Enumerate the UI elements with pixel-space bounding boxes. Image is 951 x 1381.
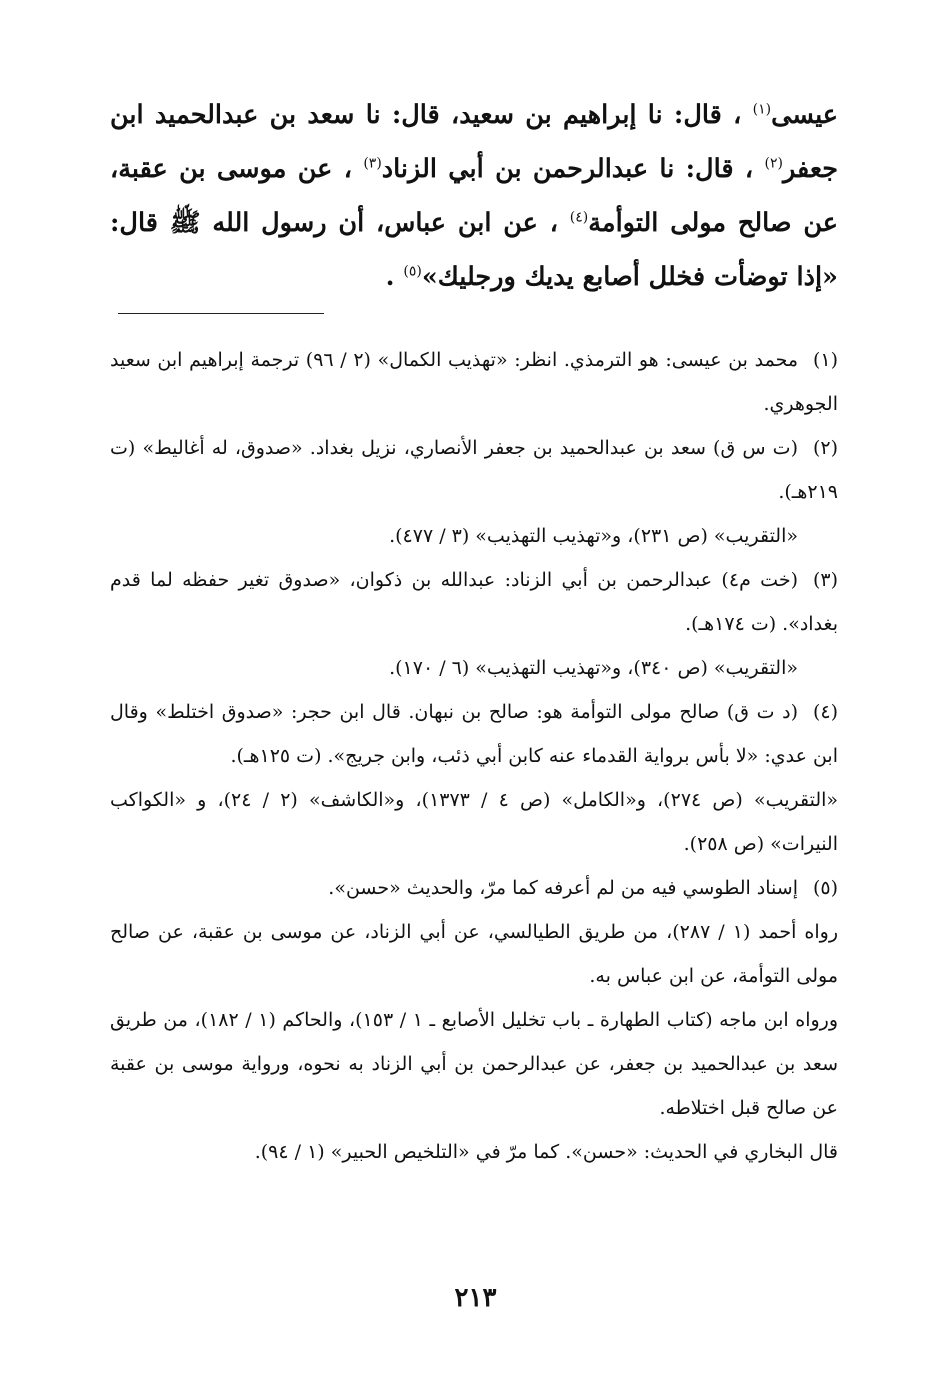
footnotes [110, 338, 838, 1174]
footnote-5-para-1: رواه أحمد (١ / ٢٨٧)، من طريق الطيالسي، عن أبي الزناد، عن موسى بن عقبة، عن صالح مولى التوأمة، عن ابن عباس به. [110, 921, 839, 987]
footnote-ref-4[interactable]: (٤) [569, 209, 589, 226]
footnote-ref-3[interactable]: (٣) [363, 155, 382, 172]
footnote-5-para-3: قال البخاري في الحديث: «حسن». كما مرّ في «التلخيص الحبير» (١ / ٩٤). [254, 1141, 838, 1163]
text-segment: عيسى [771, 100, 838, 130]
footnote-number: (٤) [812, 701, 838, 723]
footnote-text: (ت س ق) سعد بن عبدالحميد بن جعفر الأنصاري، نزيل بغداد. «صدوق، له أغاليط» (ت ٢١٩هـ). [110, 437, 838, 503]
footnote-number: (٢) [812, 437, 838, 459]
footnote-separator [118, 313, 324, 314]
footnote-1 [110, 338, 838, 426]
page-number: ٢١٣ [454, 1283, 497, 1313]
text-segment: ، قال: نا عبدالرحمن بن أبي الزناد [381, 154, 765, 184]
footnote-ref-2[interactable]: (٢) [764, 155, 783, 172]
text-segment: ، عن موسى بن عقبة، عن صالح مولى التوأمة [110, 154, 838, 238]
footnote-number: (١) [812, 349, 839, 371]
text-segment: . [385, 262, 404, 292]
text-segment: ، قال: نا إبراهيم بن سعيد، قال: نا سعد بن عبدالحميد ابن جعفر [110, 100, 838, 184]
footnote-3 [110, 558, 838, 646]
footnote-text: (خت م٤) عبدالرحمن بن أبي الزناد: عبدالله بن ذكوان، «صدوق تغير حفظه لما قدم بغداد». (ت ١٧٤هـ). [110, 569, 838, 635]
footnote-2-sources: «التقريب» (ص ٢٣١)، و«تهذيب التهذيب» (٣ / ٤٧٧). [389, 525, 798, 547]
footnote-ref-1[interactable]: (١) [752, 101, 772, 118]
footnote-4 [110, 690, 838, 778]
footnote-4-sources: «التقريب» (ص ٢٧٤)، و«الكامل» (ص ٤ / ١٣٧٣)، و«الكاشف» (٢ / ٢٤)، و «الكواكب النيرات» (ص ٢٥٨). [110, 789, 839, 855]
footnote-ref-5[interactable]: (٥) [403, 263, 422, 280]
footnote-number: (٣) [812, 569, 838, 591]
footnote-3-sources: «التقريب» (ص ٣٤٠)، و«تهذيب التهذيب» (٦ / ١٧٠). [389, 657, 798, 679]
footnote-2 [110, 426, 838, 514]
footnote-5-para-2: ورواه ابن ماجه (كتاب الطهارة ـ باب تخليل الأصابع ـ ١ / ١٥٣)، والحاكم (١ / ١٨٢)، من طريق سعد بن عبدالحميد بن جعفر، عن عبدالرحمن بن أبي الزناد به نحوه، ورواية موسى بن عقبة عن صالح قبل اختلاطه. [110, 1009, 839, 1119]
hadith-paragraph [110, 88, 838, 304]
footnote-text: إسناد الطوسي فيه من لم أعرفه كما مرّ، والحديث «حسن». [328, 877, 798, 899]
footnote-text: (د ت ق) صالح مولى التوأمة هو: صالح بن نبهان. قال ابن حجر: «صدوق اختلط» وقال ابن عدي: «لا بأس برواية القدماء عنه كابن أبي ذئب، وابن جريج». (ت ١٢٥هـ). [110, 701, 838, 767]
text-segment: ، عن ابن عباس، أن رسول الله ﷺ قال: «إذا توضأت فخلل أصابع يديك ورجليك» [110, 208, 838, 292]
footnote-number: (٥) [812, 877, 838, 899]
main-text-block [110, 88, 838, 304]
footnote-5 [110, 866, 838, 910]
footnote-text: محمد بن عيسى: هو الترمذي. انظر: «تهذيب الكمال» (٢ / ٩٦) ترجمة إبراهيم ابن سعيد الجوهري. [110, 349, 838, 415]
